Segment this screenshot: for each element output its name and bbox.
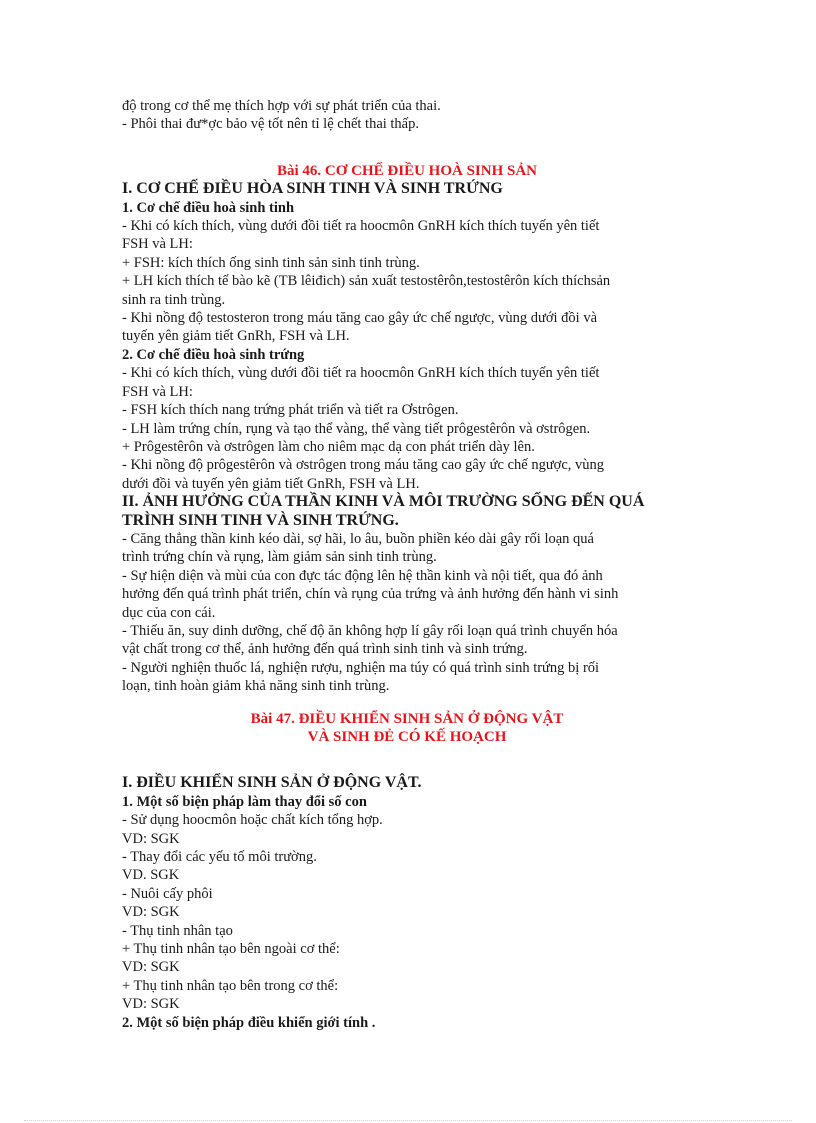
- text-line: vật chất trong cơ thể, ảnh hưởng đến quá trình sinh tinh và sinh trứng.: [122, 641, 528, 658]
- section-heading: TRÌNH SINH TINH VÀ SINH TRỨNG.: [122, 511, 399, 529]
- text-line: + Thụ tinh nhân tạo bên trong cơ thể:: [122, 977, 339, 994]
- lesson-46-title: Bài 46. CƠ CHẾ ĐIỀU HOÀ SINH SẢN: [276, 162, 538, 179]
- text-line: VD. SGK: [122, 867, 180, 884]
- text-line: dục của con cái.: [122, 604, 216, 621]
- text-line: dưới đồi và tuyến yên giảm tiết GnRh, FSH và LH.: [122, 475, 420, 492]
- subsection-heading: 2. Một số biện pháp điều khiển giới tính .: [122, 1014, 376, 1031]
- section-heading: I. ĐIỀU KHIỂN SINH SẢN Ở ĐỘNG VẬT.: [122, 774, 422, 792]
- text-line: - Khi nồng độ prôgestêrôn và ơstrôgen trong máu tăng cao gây ức chế ngược, vùng: [122, 457, 605, 474]
- text-line: - Phôi thai đư*ợc bảo vệ tốt nên tỉ lệ chết thai thấp.: [122, 116, 419, 133]
- lesson-46: [122, 162, 692, 696]
- text-line: - Nuôi cấy phôi: [122, 885, 213, 902]
- text-line: VD: SGK: [122, 904, 180, 921]
- text-line: tuyến yên giảm tiết GnRh, FSH và LH.: [122, 328, 350, 345]
- text-line: - Sự hiện diện và mùi của con đực tác động lên hệ thần kinh và nội tiết, qua đó ảnh: [122, 567, 603, 584]
- text-line: FSH và LH:: [122, 236, 193, 253]
- text-line: VD: SGK: [122, 996, 180, 1013]
- text-line: - LH làm trứng chín, rụng và tạo thể vàng, thể vàng tiết prôgestêrôn và ơstrôgen.: [122, 420, 591, 437]
- text-line: + Prôgestêrôn và ơstrôgen làm cho niêm mạc dạ con phát triển dày lên.: [122, 438, 535, 455]
- text-line: độ trong cơ thể mẹ thích hợp với sự phát triển của thai.: [122, 98, 441, 114]
- section-heading: II. ẢNH HƯỞNG CỦA THẦN KINH VÀ MÔI TRƯỜNG SỐNG ĐẾN QUÁ: [122, 493, 645, 511]
- document-body: [122, 97, 692, 1032]
- text-line: trình trứng chín và rụng, làm giảm sản sinh tinh trùng.: [122, 549, 437, 566]
- text-line: + LH kích thích tế bào kẽ (TB lêiđich) sản xuất testostêrôn,testostêrôn kích thíchsản: [122, 273, 611, 290]
- text-line: - Thiếu ăn, suy dinh dưỡng, chế độ ăn không hợp lí gây rối loạn quá trình chuyển hóa: [122, 622, 618, 639]
- section-heading: I. CƠ CHẾ ĐIỀU HÒA SINH TINH VÀ SINH TRỨNG: [122, 180, 503, 198]
- text-line: - Thụ tinh nhân tạo: [122, 922, 233, 939]
- lesson-47: [122, 710, 692, 1033]
- text-line: VD: SGK: [122, 959, 180, 976]
- text-line: + Thụ tinh nhân tạo bên ngoài cơ thể:: [122, 941, 340, 958]
- text-line: + FSH: kích thích ống sinh tinh sản sinh tinh trùng.: [122, 254, 420, 271]
- text-line: hưởng đến quá trình phát triển, chín và rụng của trứng và ảnh hưởng đến hành vi sinh: [122, 586, 619, 603]
- text-line: - Sử dụng hoocmôn hoặc chất kích tổng hợp.: [122, 812, 383, 829]
- text-line: - FSH kích thích nang trứng phát triển và tiết ra Ơstrôgen.: [122, 402, 459, 419]
- text-line: - Người nghiện thuốc lá, nghiện rượu, nghiện ma túy có quá trình sinh trứng bị rối: [122, 659, 600, 676]
- lesson-47-title: Bài 47. ĐIỀU KHIỂN SINH SẢN Ở ĐỘNG VẬT: [250, 710, 564, 727]
- text-line: VD: SGK: [122, 830, 180, 847]
- text-line: - Khi có kích thích, vùng dưới đồi tiết ra hoocmôn GnRH kích thích tuyến yên tiết: [122, 218, 600, 235]
- subsection-heading: 1. Một số biện pháp làm thay đổi số con: [122, 793, 367, 810]
- text-line: - Thay đổi các yếu tố môi trường.: [122, 849, 317, 866]
- text-line: - Căng thẳng thần kinh kéo dài, sợ hãi, lo âu, buồn phiền kéo dài gây rối loạn quá: [122, 530, 594, 547]
- subsection-heading: 1. Cơ chế điều hoà sinh tinh: [122, 199, 295, 216]
- text-line: loạn, tinh hoàn giảm khả năng sinh tinh trùng.: [122, 678, 390, 695]
- subsection-heading: 2. Cơ chế điều hoà sinh trứng: [122, 346, 305, 363]
- text-line: - Khi nồng độ testosteron trong máu tăng cao gây ức chế ngược, vùng dưới đồi và: [122, 310, 598, 327]
- text-line: sinh ra tinh trùng.: [122, 291, 226, 308]
- lesson-47-title: VÀ SINH ĐẺ CÓ KẾ HOẠCH: [307, 729, 507, 745]
- intro-block: [122, 97, 692, 134]
- page-bottom-divider: [24, 1120, 792, 1121]
- text-line: - Khi có kích thích, vùng dưới đồi tiết ra hoocmôn GnRH kích thích tuyến yên tiết: [122, 365, 600, 382]
- text-line: FSH và LH:: [122, 383, 193, 400]
